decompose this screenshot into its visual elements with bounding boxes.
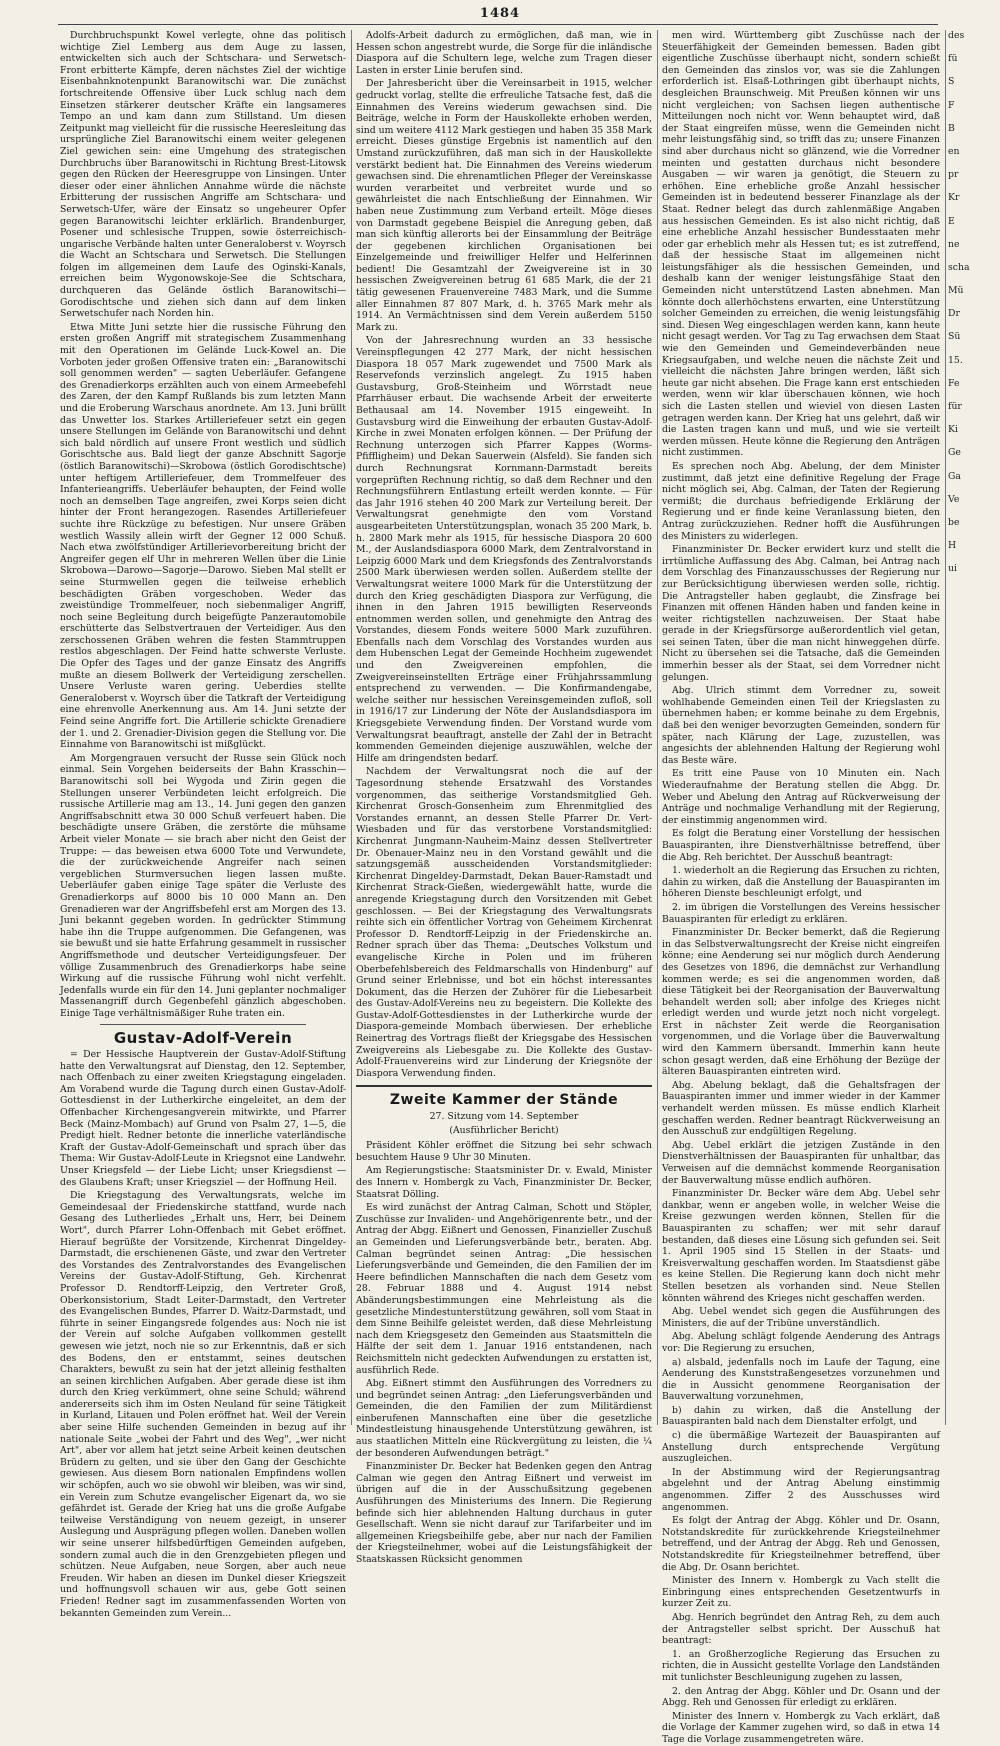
edge-fragment: pr (948, 169, 959, 181)
right-edge-fragments (948, 30, 1000, 1425)
column-2 (356, 30, 652, 1565)
article-paragraph: 2. im übrigen die Vorstellungen des Vereins hessischer Bauaspiranten für erledigt zu erklären. (662, 901, 940, 925)
article-paragraph: Finanzminister Dr. Becker erwidert kurz und stellt die irrtümliche Auffassung des Abg. Calman, bei Antrag nach dem Vorschlag des Finanzausschusses der Regierung nur zur Berücksichtigung überwiesen werden solle, richtig. Die Antragsteller haben geglaubt, die Zinsfrage bei Finanzen mit offenen Händen haben und fanden keine in weiter richtigstellen nachzuweisen. Der Staat habe gerade in der Kriegsfürsorge außerordentlich viel getan, sei seinen Taten, über die man nicht hinweggehen dürfe. Nicht zu übersehen sei die Tatsache, daß die Gemeinden immerhin besser als der Staat, sei dem Vorredner nicht gelungen. (662, 544, 940, 683)
session-subtitle: 27. Sitzung vom 14. September (429, 1111, 579, 1123)
edge-fragment: be (948, 516, 960, 528)
edge-fragment: E (948, 215, 955, 227)
article-paragraph: Minister des Innern v. Hombergk zu Vach erklärt, daß die Vorlage der Kammer zugehen wird, so daß in etwa 14 Tage die Vorlage zusammengetreten wäre. (662, 1710, 940, 1745)
article-paragraph: Es wird zunächst der Antrag Calman, Schott und Stöpler, Zuschüsse zur Invaliden- und Angehörigenrente betr., und der Antrag der Abgg. Eißnert und Genossen, Finanzieller Zuschuß an Gemeinden und Lieferungsverbände betr., beraten. Abg. Calman begründet seinen Antrag: „Die hessischen Lieferungsverbände und Gemeinden, die den Familien der im Heere befindlichen Mannschaften die nach dem Gesetz vom 28. Februar 1888 und 4. August 1914 nebst Abänderungsbestimmungen eine Mehrleistung als die gesetzliche Mindestunterstützung gewähren, soll vom Staat in dem Sinne Beihilfe geleistet werden, daß diese Mehrleistung nach dem Kriegsgesetz den Gemeinden aus Staatsmitteln die Hälfte der seit dem 1. Januar 1916 entstandenen, nach Reichsmitteln nicht gedeckten Aufwendungen zu erstatten ist, ausführlich Rede. (356, 1202, 652, 1376)
column-divider (945, 30, 946, 1425)
section-separator (100, 1024, 306, 1025)
article-paragraph: Am Morgengrauen versucht der Russe sein Glück noch einmal. Sein Vorgehen beiderseits der Bahn Krasschin—Baranowitschi soll bei Wygoda und Zirin gegen die Stellungen unserer Verbündeten leicht erfolgreich. Die russische Artillerie mag am 13., 14. Juni gegen den ganzen Angriffsabschnitt etwa 30 000 Schuß verfeuert haben. Die beschädigte unsere Gräben, die zerstörte die mühsame Arbeit vieler Monate — sie brach aber nicht den Geist der Truppe: — das beweisen etwa 6000 Tote und Verwundete, die der zurückweichende Angreifer nach seinen vergeblichen Sturmversuchen liegen lassen mußte. Ueberläufer gaben einige Tage später die Verluste des Grenadierkorps auf 8000 bis 10 000 Mann an. Den Grenadieren war der Angriffsbefehl erst am Morgen des 13. Juni bekannt gegeben worden. In gedrückter Stimmung habe ihn die Truppe aufgenommen. Die Gefangenen, was sie bewußt und sie hatte Erfahrung gesammelt in russischer Angriffsmethode und deutscher Verteidigungsfeuer. Der völlige Zusammenbruch des Grenadierkorps habe seine Wirkung auf die russische Führung wohl nicht verfehlt. Jedenfalls wurde ein für den 14. Juni geplanter nochmaliger Massenangriff durch Gegenbefehl gänzlich abgeschoben. Einige Tage verhältnismäßiger Ruhe traten ein. (60, 752, 346, 1019)
column-divider (351, 30, 352, 1425)
article-paragraph: Abg. Abelung beklagt, daß die Gehaltsfragen der Bauaspiranten immer und immer wieder in der Kammer verhandelt werden müssen. Es müsse endlich Klarheit geschaffen werden. Redner beantragt Rückverweisung an den Ausschuß zur endgültigen Regelung. (662, 1079, 940, 1138)
edge-fragment: H (948, 540, 957, 552)
edge-fragment: en (948, 145, 960, 157)
section-separator (356, 1085, 652, 1087)
article-paragraph: = Der Hessische Hauptverein der Gustav-Adolf-Stiftung hatte den Verwaltungsrat auf Dienstag, den 12. September, nach Offenbach zu einer zweiten Kriegstagung eingeladen. Am Vorabend wurde die Tagung durch einen Gustav-Adolf-Gottesdienst in der Lutherkirche eingeleitet, an dem der Offenbacher Kirchengesangverein mitwirkte, und Pfarrer Beck (Mainz-Mombach) auf Grund von Psalm 27, 1—5, die Predigt hielt. Redner betonte die innerliche vaterländische Kraft der Gustav-Adolf-Gemeinschaft und sprach über das Thema: Wir Gustav-Adolf-Leute in Kriegsnot eine Landwehr. Unser Kriegsfeld — der Liebe Licht; unser Kriegsdienst — des Glaubens Kraft; unser Kriegsziel — der Hoffnung Heil. (60, 1049, 346, 1188)
article-paragraph: In der Abstimmung wird der Regierungsantrag abgelehnt und der Antrag Abelung einstimmig angenommen. Ziffer 2 des Ausschusses wird angenommen. (662, 1466, 940, 1513)
article-paragraph: Durchbruchspunkt Kowel verlegte, ohne das politisch wichtige Ziel Lemberg aus dem Auge zu lassen, entwickelten sich auch der Schtschara- und Serwetsch-Front erbitterte Kämpfe, deren nächstes Ziel der wichtige Eisenbahnknotenpunkt Baranowitschi war. Die zunächst fortschreitende Offensive über Luck schlug nach dem Einsetzen stärkerer deutscher Kräfte ein langsameres Tempo an und kam dann zum Stillstand. Um diesen Zeitpunkt mag vielleicht für die russische Heeresleitung das ursprüngliche Ziel Baranowitschi einem weiter gelegenen Ziel gewichen sein: eine Umgehung des strategischen Durchbruchs über Baranowitschi in Richtung Brest-Litowsk gegen den Rücken der Heeresgruppe von Linsingen. Unter dieser oder einer ähnlichen Annahme würde die nächste Erbitterung der russischen Angriffe am Schtschara- und Serwetsch-Ufer, wäre der Einsatz so ungeheurer Opfer gegen Baranowitschi leichter erklärlich. Brandenburger, Posener und schlesische Truppen, sowie österreichisch-ungarische Verbände halten unter Generaloberst v. Woyrsch die Wacht an Schtschara und Serwetsch. Die Stellungen folgen im allgemeinen dem Laufe des Oginski-Kanals, erreichen beim Wygonowskoje-See die Schtschara, durchqueren das Gelände östlich Baranowitschi—Gorodischtsche und ziehen sich dann auf dem linken Serwetschufer nach Norden hin. (60, 30, 346, 320)
article-paragraph: Es folgt die Beratung einer Vorstellung der hessischen Bauaspiranten, ihre Dienstverhältnisse betreffend, über die Abg. Reh berichtet. Der Ausschuß beantragt: (662, 828, 940, 863)
article-paragraph: Finanzminister Dr. Becker wäre dem Abg. Uebel sehr dankbar, wenn er angeben wolle, in welcher Weise die Kreise gezwungen werden können, Stellen für die Bauaspiranten zu schaffen; wer mit sehr darauf bestanden, daß dieses eine Lösung sich gefunden sei. Seit 1. April 1905 sind 15 Stellen in der Staats- und Kreisverwaltung geschaffen worden. Im Staatsdienst gäbe es keine Stellen. Die Regierung kann doch nicht mehr Stellen besetzen als vorhanden sind. Neue Stellen könnten während des Krieges nicht geschaffen werden. (662, 1188, 940, 1304)
edge-fragment: Ve (948, 493, 960, 505)
column-1 (60, 30, 346, 1619)
article-paragraph: Minister des Innern v. Hombergk zu Vach stellt die Einbringung eines entsprechenden Gesetzentwurfs in kurzer Zeit zu. (662, 1575, 940, 1610)
edge-fragment: Fe (948, 377, 960, 389)
column-3 (662, 30, 940, 1745)
article-paragraph: Abg. Ulrich stimmt dem Vorredner zu, soweit wohlhabende Gemeinden einen Teil der Kriegslasten zu übernehmen haben; er komme beinahe zu dem Ergebnis, daß bei den weniger bevorzugten Gemeinden, sondern für später, nach Klärung der Lage, zuzustellen, was angesichts der ablehnenden Haltung der Regierung wohl das Beste wäre. (662, 685, 940, 766)
article-paragraph: Finanzminister Dr. Becker bemerkt, daß die Regierung in das Selbstverwaltungsrecht der Kreise nicht eingreifen könne; eine Aenderung sei nur möglich durch Aenderung des Gesetzes von 1896, die demnächst zur Verhandlung kommen werde; es sei die angenommen worden, daß diese Tätigkeit bei der Reorganisation der Bauverwaltung behandelt werden soll; aber infolge des Krieges nicht erledigt werden und wurde jetzt noch nicht vorgelegt. Erst in nächster Zeit werde die Reorganisation vorgenommen, und die Vorlage über die Bauverwaltung wird den Kammern übersandt. Immerhin kann heute schon gesagt werden, daß eine Erhöhung der Bezüge der älteren Bauaspiranten eintreten wird. (662, 927, 940, 1078)
article-paragraph: Präsident Köhler eröffnet die Sitzung bei sehr schwach besuchtem Hause 9 Uhr 30 Minuten. (356, 1140, 652, 1163)
article-paragraph: Abg. Uebel erklärt die jetzigen Zustände in den Dienstverhältnissen der Bauaspiranten für unhaltbar, das Verweisen auf die demnächst kommende Reorganisation der Bauverwaltung müsse endlich aufhören. (662, 1139, 940, 1186)
edge-fragment: Ki (948, 424, 958, 436)
article-paragraph: a) alsbald, jedenfalls noch im Laufe der Tagung, eine Aenderung des Kunststraßengesetzes vorzunehmen und die in Aussicht genommene Reorganisation der Bauverwaltung vorzunehmen, (662, 1356, 940, 1403)
article-paragraph: Nachdem der Verwaltungsrat noch die auf der Tagesordnung stehende Ersatzwahl des Vorstandes vorgenommen, das seitherige Vorstandsmitglied Geh. Kirchenrat Grosch-Gonsenheim zum Ehrenmitglied des Vorstandes ernannt, an dessen Stelle Pfarrer Dr. Vert-Wiesbaden und für das verstorbene Vorstandsmitglied: Kirchenrat Jungmann-Nauheim-Mainz dessen Stellvertreter Dr. Obenauer-Mainz neu in den Vorstand gewählt und die satzungsgemäß ausscheidenden Vorstandsmitglieder: Kirchenrat Dingeldey-Darmstadt, Dekan Bauer-Ramstadt und Kirchenrat Strack-Gießen, wiedergewählt hatte, wurde die anregende Kriegstagung durch den Vorsitzenden mit Gebet geschlossen. — Bei der Kriegstagung des Verwaltungsrats reihte sich ein öffentlicher Vortrag von Geheimem Kirchenrat Professor D. Rendtorff-Leipzig in der Friedenskirche an. Redner sprach über das Thema: „Deutsches Volkstum und evangelische Kirche in Polen und im früheren Oberbefehlsbereich des Feldmarschalls von Hindenburg" auf Grund seiner Erlebnisse, und bot ein höchst interessantes Dokument, das die Herzen der Zuhörer für die Liebesarbeit des Gustav-Adolf-Vereins neu zu begeistern. Die Kollekte des Gustav-Adolf-Gottesdienstes in der Lutherkirche wurde der Diaspora-gemeinde Mombach überwiesen. Der erhebliche Reinertrag des Vortrags fließt der Kriegsgabe des Hessischen Zweigvereins als Liebesgabe zu. Die Kollekte des Gustav-Adolf-Frauenvereins wird zur Linderung der Kriegsnöte der Diaspora Verwendung finden. (356, 766, 652, 1079)
edge-fragment: Kr (948, 192, 960, 204)
article-paragraph: Es sprechen noch Abg. Abelung, der dem Minister zustimmt, daß jetzt eine definitive Regelung der Frage nicht möglich sei, Abg. Calman, der Taten der Regierung vermißt; die durchaus befriedigende Erklärung der Regierung und er finde keine Veranlassung bieten, den Antrag zurückzuziehen. Redner hofft die Ausführungen des Ministers zu widerlegen. (662, 460, 940, 542)
article-paragraph: 1. an Großherzogliche Regierung das Ersuchen zu richten, die in Aussicht gestellte Vorlage den Landständen mit tunlichster Beschleunigung zugehen zu lassen, (662, 1648, 940, 1683)
article-paragraph: Am Regierungstische: Staatsminister Dr. v. Ewald, Minister des Innern v. Hombergk zu Vach, Finanzminister Dr. Becker, Staatsrat Dölling. (356, 1165, 652, 1200)
edge-fragment: Ga (948, 470, 961, 482)
edge-fragment: ne (948, 238, 960, 250)
report-subtitle: (Ausführlicher Bericht) (449, 1124, 559, 1136)
edge-fragment: Sü (948, 331, 961, 343)
article-paragraph: Abg. Uebel wendet sich gegen die Ausführungen des Ministers, die auf der Tribüne unverständlich. (662, 1306, 940, 1329)
section-heading: Zweite Kammer der Stände (389, 1092, 619, 1109)
edge-fragment: Dr (948, 308, 960, 320)
article-paragraph: Finanzminister Dr. Becker hat Bedenken gegen den Antrag Calman wie gegen den Antrag Eißnert und verweist im übrigen auf die in der Ausschußsitzung gegebenen Ausführungen des Ministeriums des Innern. Die Regierung befinde sich hier ablehnenden Haltung durchaus in guter Gesellschaft. Wenn sie nicht darauf zur Tarifarbeiter und im allgemeinen Kriegsbeihilfe gebe, aber nur nach der Familien der Kriegsteilnehmer, wobei auf die Leistungsfähigkeit der Staatskassen Rücksicht genommen (356, 1461, 652, 1565)
section-heading: Gustav-Adolf-Verein (113, 1029, 293, 1048)
edge-fragment: ui (948, 563, 957, 575)
article-paragraph: Der Jahresbericht über die Vereinsarbeit in 1915, welcher gedruckt vorlag, stellte die erfreuliche Tatsache fest, daß die Einnahmen des Vereins wiederum gewachsen sind. Die Beiträge, welche in Form der Hauskollekte erhoben werden, sind um weitere 4112 Mark gestiegen und haben 35 358 Mark erreicht. Dieses günstige Ergebnis ist namentlich auf den Umstand zurückzuführen, daß man sich in der Hauskollekte verstärkt bedient hat. Die Einnahmen des Vereins wiederum gewachsen sind. Die ehrenamtlichen Pfleger der Vereinskasse wurden verarbeitet und verbreitet wurde und so gewährleistet die nach Entschließung der Einnahmen. Wir haben neue Zustimmung zum Verband erteilt. Möge dieses von Darmstadt gegebene Beispiel die Anregung geben, daß man sich künftig allerorts bei der Einsammlung der Beiträge der gegebenen kirchlichen Organisationen bei Einzelgemeinde und freiwilliger Helfer und Helferinnen bedient! Die Gesamtzahl der Zweigvereine ist in 30 hessischen Zweigvereinen betrug 61 685 Mark, die der 21 tätig gewesenen Frauenvereine 7483 Mark, und die Summe aller Einnahmen 87 807 Mark, d. h. 3765 Mark mehr als 1914. An Vermächtnissen sind dem Verein außerdem 5150 Mark zu. (356, 78, 652, 333)
edge-fragment: B (948, 122, 955, 134)
article-paragraph: 1. wiederholt an die Regierung das Ersuchen zu richten, dahin zu wirken, daß die Anstellung der Bauaspiranten im höheren Dienste beschleunigt erfolgt, und (662, 865, 940, 900)
article-paragraph: 2. den Antrag der Abgg. Köhler und Dr. Osann und der Abgg. Reh und Genossen für erledigt zu erklären. (662, 1685, 940, 1709)
article-paragraph: Etwa Mitte Juni setzte hier die russische Führung den ersten großen Angriff mit strategischem Zusammenhang mit den Operationen im Gelände Luck-Kowel an. Die Vorboten jeder großen Offensive traten ein: „Baranowitschi soll genommen werden" — sagten Ueberläufer. Gefangene des Grenadierkorps erzählten auch von einem Armeebefehl des Zaren, der den Kampf Rußlands bis zum letzten Mann und die Eroberung Warschaus anordnete. Am 13. Juni brüllt das Unwetter los. Starkes Artilleriefeuer setzt ein gegen unsere Stellungen im Gelände von Baranowitschi und dehnt sich bald nördlich auf unsere Front westlich und südlich Gorischtsche aus. Bald liegt der ganze Abschnitt Sagorje (östlich Baranowitschi)—Skrobowa (östlich Gorodischtsche) unter heftigem Artilleriefeuer, dem Trommelfeuer des Infanterieangriffs. Ueberläufer behaupten, der Feind wolle noch an demselben Tage angreifen, zwei Korps seien dicht hinter der Front herangezogen. Rasendes Artilleriefeuer suchte ihre Rückzüge zu befestigen. Nur unsere Gräben westlich Wassily allein wirft der Gegner 12 000 Schuß. Nach etwa zwölfstündiger Artillerievorbereitung bricht der Angreifer gegen elf Uhr in mehreren Wellen über die Linie Skrobowa—Darowo—Sagorje—Darowo. Sieben Mal stellt er seine Sturmwellen gegen die teilweise erheblich beschädigten Gräben vorgeschoben. Weder das zweistündige Trommelfeuer, noch siebenmaliger Angriff, noch seine Begleitung durch beigefügte Panzerautomobile erschütterte das Selbstvertrauen der Verteidiger. Aus den zerschossenen Gräben wehren die festen Stammtruppen restlos abgeschlagen. Der Feind hatte schwerste Verluste. Die Opfer des Tages und der ganze Einsatz des Angriffs mußte an diesem Bollwerk der Verteidigung zerschellen. Unsere Verluste waren gering. Ueberdies stellte Generaloberst v. Woyrsch über die Tatkraft der Verteidigung eine ehrenvolle Anerkennung aus. Am 14. Juni setzte der Feind seine Angriffe fort. Die Artillerie schickte Grenadiere der 1. und 2. Grenadier-Division gegen die Stellung vor. Die Einnahme von Baranowitschi ist mißglückt. (60, 321, 346, 751)
article-paragraph: Abg. Henrich begründet den Antrag Reh, zu dem auch der Antragsteller selbst spricht. Der Ausschuß hat beantragt: (662, 1611, 940, 1647)
edge-fragment: für (948, 401, 962, 412)
edge-fragment: scha (948, 261, 970, 273)
article-paragraph: Abg. Eißnert stimmt den Ausführungen des Vorredners zu und begründet seinen Antrag: „den Lieferungsverbänden und Gemeinden, die den Familien der zum Militärdienst einberufenen Mannschaften eine über die gesetzliche Mindestleistung hinausgehende Unterstützung gewähren, ist aus staatlichen Mitteln eine Rückvergütung zu leisten, die ¼ der besonderen Aufwendungen beträgt." (356, 1378, 652, 1459)
article-paragraph: Abg. Abelung schlägt folgende Aenderung des Antrags vor: Die Regierung zu ersuchen, (662, 1331, 940, 1354)
page-number: 1484 (479, 6, 521, 21)
article-paragraph: Von der Jahresrechnung wurden an 33 hessische Vereinspflegungen 42 277 Mark, der nicht hessischen Diaspora 18 057 Mark zugewendet und 7500 Mark als Reservefonds verzinslich angelegt. Zu 1915 haben Gustavsburg, Groß-Steinheim und Wörrstadt neue Pfarrhäuser erbaut. Die wachsende Arbeit der erweiterte Bethausaal am 14. November 1915 eingeweiht. In Gustavsburg wird die Einweihung der erbauten Gustav-Adolf-Kirche in zwei Monaten erfolgen können. — Der Prüfung der Rechnung unterzogen sich Pfarrer Kappes (Worms-Pfiffligheim) und Dekan Sauerwein (Alsfeld). Sie fanden sich durch Rechnungsrat Kornmann-Darmstadt bereits vorgeprüften Rechnung richtig, so daß dem Rechner und den Rechnungsführern Entlastung erteilt werden konnte. — Für das Jahr 1916 stehen 40 200 Mark zur Verteilung bereit. Der Verwaltungsrat genehmigte den vom Vorstand ausgearbeiteten Unterstützungsplan, wonach 35 200 Mark, b. h. 2800 Mark mehr als 1915, für hessische Diaspora 20 600 M., der Auslandsdiaspora 6000 Mark, dem Zentralvorstand in Leipzig 6000 Mark und dem Kriegsfonds des Zentralvorstands 2500 Mark überwiesen werden sollen. Außerdem stellte der Verwaltungsrat weitere 1000 Mark für die Unterstützung der durch den Krieg geschädigten Diaspora zur Verfügung, die ihnen in den Jahren 1915 bewilligten Reserveonds entnommen werden sollen, und genehmigte den Antrag des Vorstandes, diesem Fonds weitere 5000 Mark zuzuführen. Ebenfalls nach dem Vorschlag des Vorstandes wurden aus dem Hubenschen Legat der Gemeinde Hochheim zugewendet und den Zweigvereinen empfohlen, die Zweigvereinseinstellten Erträge einer Frühjahrssammlung entsprechend zu verwenden. — Die Konfirmandengabe, welche seither nur hessischen Vereinsgemeinden zufloß, soll in 1916/17 zur Linderung der Nöte der Auslandsdiaspora im Kriegsgebiete Verwendung finden. Der Vorstand wurde vom Verwaltungsrat beauftragt, anstelle der Zahl der in Betracht kommenden Gemeinden diejenige auszuwählen, welche der Hilfe am dringendsten bedarf. (356, 335, 652, 764)
edge-fragment: F (948, 99, 955, 111)
header-rule (58, 24, 938, 25)
article-paragraph: Es folgt der Antrag der Abgg. Köhler und Dr. Osann, Notstandskredite für zurückkehrende Kriegsteilnehmer betreffend, und der Antrag der Abgg. Reh und Genossen, Notstandskredite für Kriegsteilnehmer betreffend, über die Abg. Dr. Osann berichtet. (662, 1515, 940, 1573)
edge-fragment: 15. (948, 354, 963, 366)
article-paragraph: b) dahin zu wirken, daß die Anstellung der Bauaspiranten bald nach dem Dienstalter erfolgt, und (662, 1404, 940, 1428)
article-paragraph: Die Kriegstagung des Verwaltungsrats, welche im Gemeindesaal der Friedenskirche stattfand, wurde nach Gesang des Lutherliedes „Erhalt uns, Herr, bei Deinem Wort", durch Pfarrer Lohn-Offenbach mit Gebet eröffnet. Hierauf begrüßte der Vorsitzende, Kirchenrat Dingeldey-Darmstadt, die erschienenen Gäste, und zwar den Vertreter des Vorstandes des Zentralvorstandes des Evangelischen Vereins der Gustav-Adolf-Stiftung, Geh. Kirchenrat Professor D. Rendtorff-Leipzig, den Vertreter Groß, Oberkonsistorium, Stadt Leiter-Darmstadt, den Vertreter des Evangelischen Bundes, Pfarrer D. Waitz-Darmstadt, und führte in seiner Eingangsrede folgendes aus: Noch nie ist der Verein auf solche Aufgaben vollkommen gestellt gewesen wie jetzt, noch nie so zur Erkenntnis, daß er sich des Bodens, den er entstammt, seines deutschen Charakters, bewußt zu sein hat der jetzt alleinig festhalten an seinen kirchlichen Aufgaben. Aber gerade diese ist ihm durch den Krieg verkümmert, ohne seine Schuld; während andererseits sich ihm im Osten Neuland für seine Tätigkeit in Kurland, Litauen und Polen eröffnet hat. Weil der Verein aber seine Hilfe suchenden Gemeinden in bezug auf ihr nationale Seite „wobei der Fahrt und des Weg", „wer nicht Art", aber vor allem hat jetzt seine Arbeit keinen deutschen Brüdern zu gelten, und sie über den Gang der Geschichte gewiesen. Aus diesem Born nationalen Empfindens wollen wir schöpfen, auch wo sie obwohl wir bleiben, was wir sind, ein Verein zum Schutze evangelischer Eigenart da, wo sie gefährdet ist. Gerade der Krieg hat uns die große Aufgabe teilweise Verständigung von neuem gezeigt, in unserer Auslegung und Ausprägung pflegen wollen. Daneben wollen wir seine unserer hilfsbedürftigen Gemeinden aufgeben, sondern zumal auch die in den Grenzgebieten pflegen und schützen. Neue Aufgaben, neue Sorgen, aber auch neue Freuden. Wir haben an diesen im Dunkel dieser Kriegszeit und hoffnungsvoll schauen wir aus, gebe Gott seinen Frieden! Redner sagt im zusammenfassenden Worten von bekannten Gemeinden zum Verein... (60, 1190, 346, 1619)
article-paragraph: Es tritt eine Pause von 10 Minuten ein. Nach Wiederaufnahme der Beratung stellen die Abgg. Dr. Weber und Abelung den Antrag auf Rückverweisung der Anträge und nochmalige Verhandlung mit der Regierung, der einstimmig angenommen wird. (662, 768, 940, 826)
article-paragraph: men wird. Württemberg gibt Zuschüsse nach der Steuerfähigkeit der Gemeinden bemessen. Baden gibt eigentliche Zuschüsse überhaupt nicht, sondern schießt den Gemeinden das zinslos vor, was sie die Zahlungen erforderlich ist. Elsaß-Lothringen gibt überhaupt nichts, desgleichen Braunschweig. Mit Preußen können wir uns nicht vergleichen; von Sachsen liegen authentische Mitteilungen noch nicht vor. Wenn behauptet wird, daß der Staat eingreifen müsse, wenn die Gemeinden nicht mehr leistungsfähig sind, so trifft das zu; unsere Finanzen sind aber durchaus nicht so glänzend, wie die Vorredner meinten und gestatten durchaus nicht besondere Ausgaben — wir waren ja genötigt, die Steuern zu erhöhen. Eine erhebliche große Anzahl hessischer Gemeinden ist in bedeutend besserer Finanzlage als der Staat. Redner belegt das durch zahlenmäßige Angaben aus hessischen Gemeinden. Es ist also nicht richtig, daß eine erhebliche Anzahl hessischer Bundesstaaten mehr oder gar erheblich mehr als Hessen tut; es ist zutreffend, daß der hessische Staat im allgemeinen nicht leistungsfähiger als die hessischen Gemeinden, und deshalb kann der weniger leistungsfähige Staat den Gemeinden nicht unterstützend Lasten abnehmen. Man könnte doch allerhöchstens erwarten, eine Unterstützung solcher Gemeinden zu erreichen, die wenig leistungsfähig sind. Diesen Weg eingeschlagen werden kann, kann heute nicht gesagt werden. Vor Tag zu Tag erwachsen dem Staat wie den Gemeinden und Gemeindeverbänden neue Kriegsaufgaben, und welche neuen die nächste Zeit und vielleicht die nächsten Jahre bringen werden, läßt sich heute gar nicht absehen. Die Frage kann erst entschieden werden, wenn wir klar überschauen können, wie hoch sich die Lasten stellen und wieviel von diesen Lasten getragen werden kann. Der Krieg hat uns gelehrt, daß wir die Lasten tragen kann und muß, und wie sie verteilt werden müssen. Heute könne die Regierung den Anträgen nicht zustimmen. (662, 30, 940, 459)
edge-fragment: Ge (948, 447, 961, 459)
edge-fragment: fü (948, 53, 958, 65)
article-paragraph: Adolfs-Arbeit dadurch zu ermöglichen, daß man, wie in Hessen schon angestrebt wurde, die Sorge für die inländische Diaspora auf die Schultern lege, welche zum Tragen dieser Lasten in erster Linie berufen sind. (356, 30, 652, 76)
article-paragraph: c) die übermäßige Wartezeit der Bauaspiranten auf Anstellung durch entsprechende Vergütung auszugleichen. (662, 1430, 940, 1465)
edge-fragment: Mü (948, 285, 964, 297)
edge-fragment: des (948, 30, 965, 41)
column-divider (657, 30, 658, 1425)
edge-fragment: S (948, 76, 955, 88)
